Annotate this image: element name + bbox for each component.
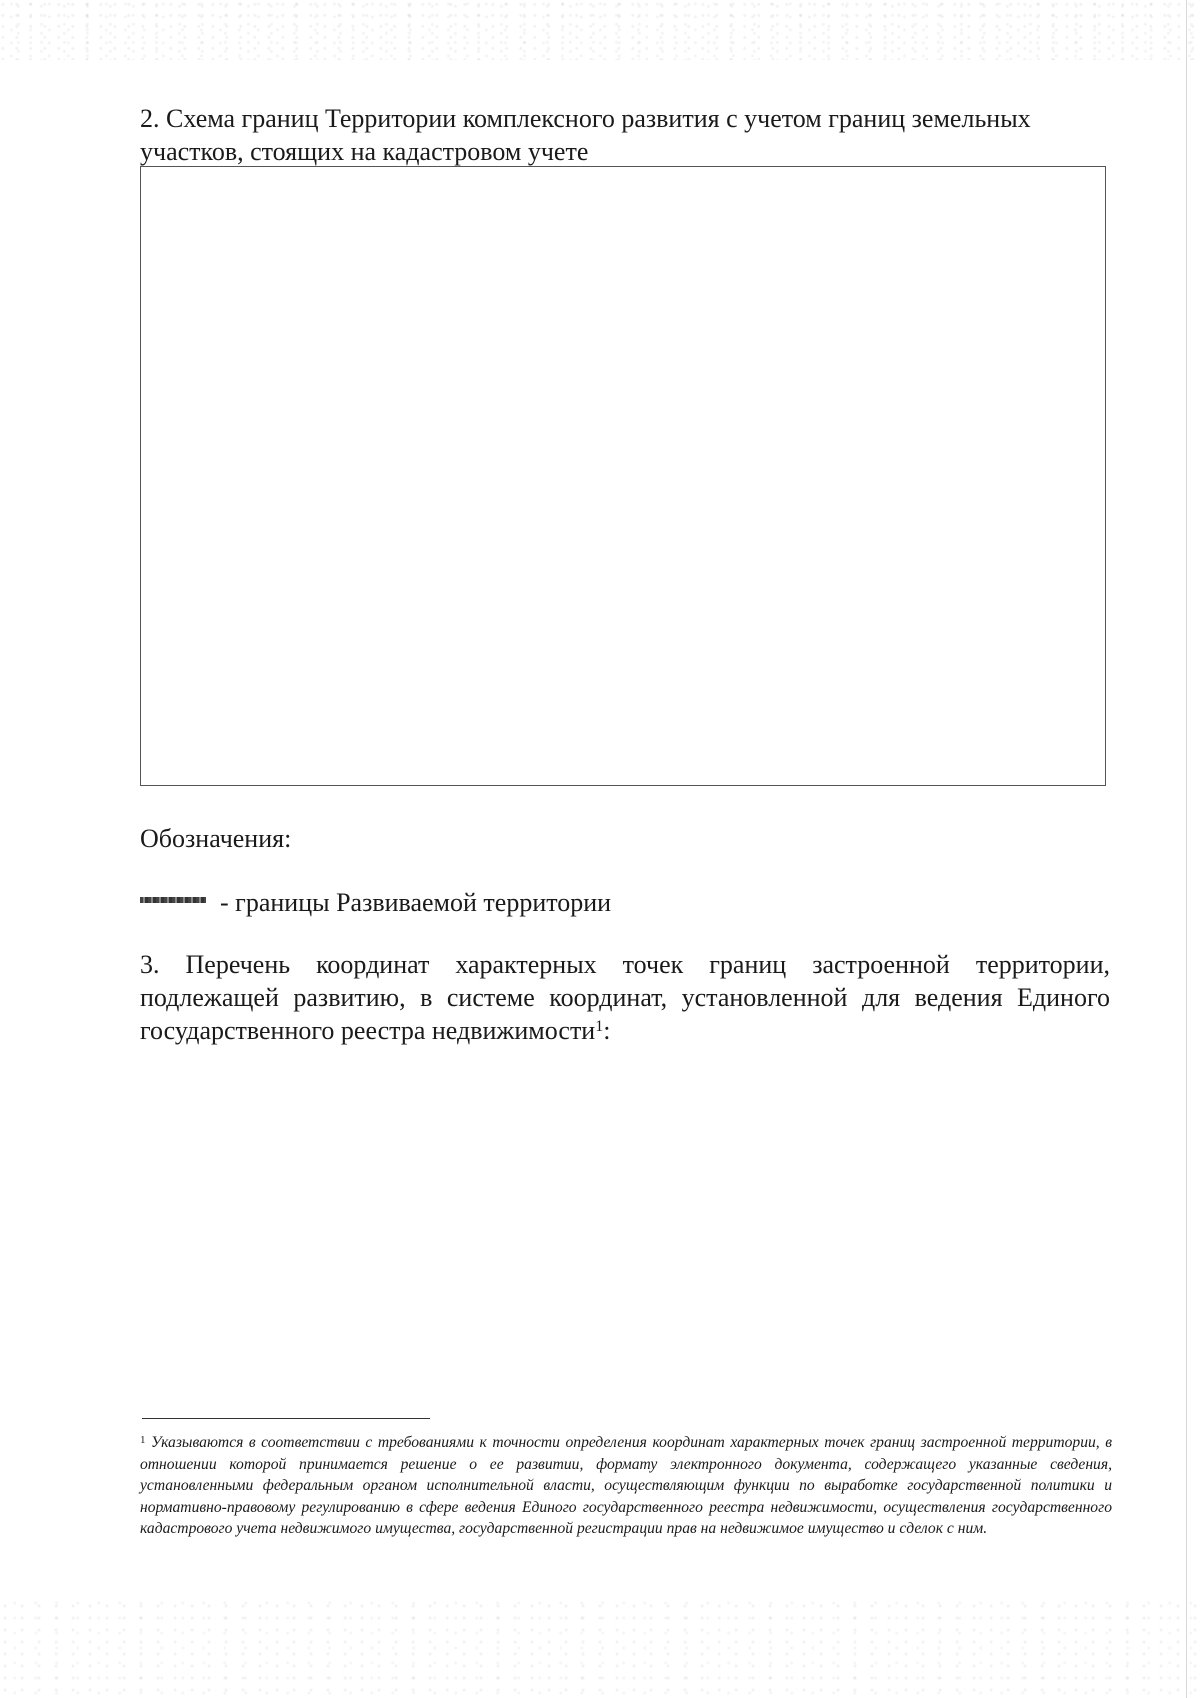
legend-item-label: - границы Развиваемой территории	[220, 887, 612, 917]
section-3-paragraph	[140, 948, 1110, 1047]
legend-title: Обозначения:	[140, 824, 292, 853]
scan-noise-top	[0, 0, 1200, 60]
section-3-text: 3. Перечень координат характерных точек границ застроенной территории, подлежащей развитию, в системе координат, установленной для ведения Единого государственного реестра недвижимости	[140, 950, 1110, 1045]
scan-noise-bottom	[0, 1600, 1200, 1698]
page-edge	[1186, 0, 1187, 1698]
legend-item	[140, 886, 611, 919]
footnote-reference[interactable]: 1	[595, 1018, 604, 1035]
map-frame	[140, 166, 1106, 786]
section-3-suffix: :	[603, 1016, 611, 1045]
section-2-heading: 2. Схема границ Территории комплексного развития с учетом границ земельных участков, стоящих на кадастровом учете	[140, 104, 1031, 166]
footnote-text: Указываются в соответствии с требованиями к точности определения координат характерных точек границ застроенной территории, в отношении которой принимается решение о ее развитии, формату электронного документа, содержащего указанные сведения, установленными федеральным органом исполнительной власти, осуществляющим функции по выработке государственной политики и нормативно-правовому регулированию в сфере ведения Единого государственного реестра недвижимости, осуществления государственного кадастрового учета недвижимого имущества, государственной регистрации прав на недвижимое имущество и сделок с ним.	[140, 1434, 1112, 1537]
footnote	[140, 1432, 1112, 1540]
footnote-number: 1	[140, 1434, 146, 1446]
boundary-line-icon	[140, 897, 206, 903]
footnote-separator	[142, 1418, 430, 1419]
